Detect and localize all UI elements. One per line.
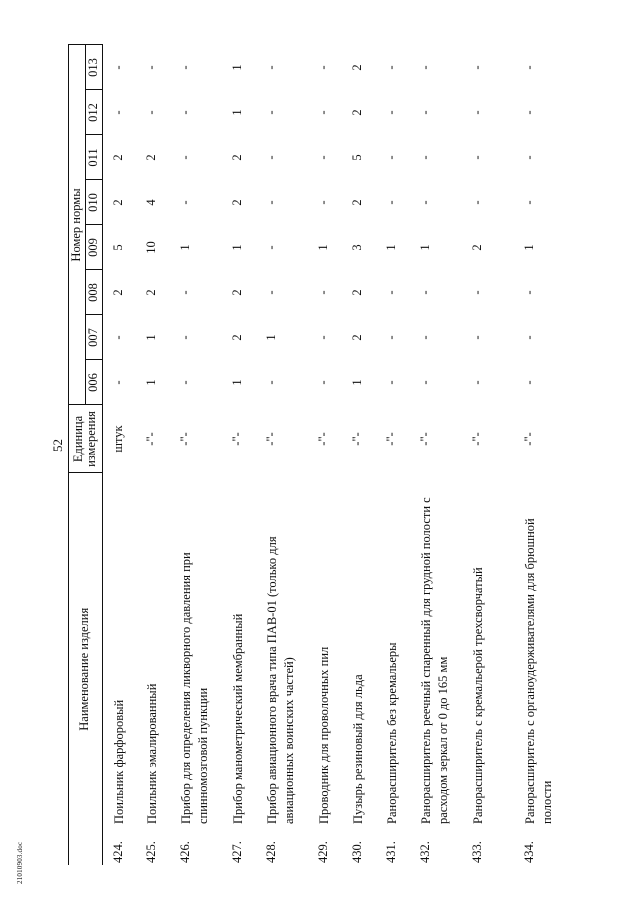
- norm-value: -: [522, 200, 536, 205]
- norm-value: 1: [144, 379, 158, 386]
- norm-value: -: [522, 380, 536, 385]
- norm-value: 1: [350, 379, 364, 386]
- norm-value: -: [316, 155, 330, 160]
- norm-value: -: [418, 65, 432, 70]
- norm-value: -: [264, 65, 278, 70]
- norm-value: -: [316, 65, 330, 70]
- product-name: Ранорасширитель без кремальеры: [385, 642, 399, 824]
- unit-of-measure: -"-: [418, 432, 432, 446]
- norm-value: -: [316, 290, 330, 295]
- norm-value: 2: [110, 199, 125, 206]
- unit-of-measure: -"-: [350, 432, 364, 446]
- header-unit: [69, 405, 103, 473]
- norm-value: 2: [110, 154, 125, 161]
- product-name: Ранорасширитель с органоудерживателями для брюшной полости: [523, 518, 554, 824]
- norm-value: -: [178, 155, 192, 160]
- header-norm: 013: [85, 45, 102, 90]
- norm-value: -: [264, 290, 278, 295]
- norm-value: 1: [384, 244, 398, 251]
- norm-value: 2: [350, 199, 364, 206]
- row-number: 434.: [522, 841, 536, 863]
- table-body: [102, 45, 566, 865]
- unit-of-measure: -"-: [522, 432, 536, 446]
- norm-value: 1: [418, 244, 432, 251]
- norm-value: 2: [350, 334, 364, 341]
- unit-of-measure: -"-: [316, 432, 330, 446]
- norm-value: -: [264, 380, 278, 385]
- norm-value: 2: [350, 64, 364, 71]
- product-name: Поильник фарфоровый: [111, 699, 126, 824]
- norm-value: 5: [350, 154, 364, 161]
- norms-table-container: [68, 45, 610, 865]
- norm-value: -: [418, 110, 432, 115]
- norm-value: -: [418, 380, 432, 385]
- product-name: Ранорасширитель с кремальерой трехсворчатый: [471, 567, 485, 824]
- product-name: Прибор манометрический мембранный: [231, 613, 245, 824]
- row-number: 425.: [144, 841, 158, 863]
- norm-value: -: [522, 110, 536, 115]
- row-number: 426.: [178, 841, 192, 863]
- table-row: [410, 45, 462, 865]
- header-unit-line1: Единица: [70, 415, 85, 463]
- norm-value: -: [178, 335, 192, 340]
- norm-value: 2: [230, 199, 244, 206]
- norm-value: -: [470, 380, 484, 385]
- norm-value: -: [384, 155, 398, 160]
- product-name: Пузырь резиновый для льда: [351, 674, 365, 824]
- header-norm: 011: [85, 135, 102, 180]
- norm-value: -: [264, 110, 278, 115]
- table-row: [170, 45, 222, 865]
- norm-value: -: [384, 380, 398, 385]
- table-row: [376, 45, 410, 865]
- norm-value: -: [316, 110, 330, 115]
- norm-value: 2: [144, 289, 158, 296]
- product-name: Прибор авиационного врача типа ПАВ-01 (только для авиационных воинских частей): [265, 536, 296, 824]
- norm-value: 5: [110, 244, 125, 251]
- norm-value: -: [178, 110, 192, 115]
- table-row: [308, 45, 342, 865]
- header-product-name: Наименование изделия: [69, 473, 103, 865]
- unit-of-measure: -"-: [144, 432, 158, 446]
- norm-value: -: [110, 335, 125, 340]
- norm-value: -: [264, 200, 278, 205]
- norm-value: -: [418, 155, 432, 160]
- norm-value: -: [316, 200, 330, 205]
- unit-of-measure: штук: [110, 425, 125, 453]
- norm-value: -: [418, 290, 432, 295]
- header-unit-line2: измерения: [84, 411, 99, 467]
- table-row: [514, 45, 566, 865]
- product-name: Проводник для проволочных пил: [317, 646, 331, 824]
- norm-value: -: [470, 110, 484, 115]
- table-row: [102, 45, 136, 865]
- header-norm-group: Номер нормы: [69, 45, 86, 405]
- norm-value: -: [470, 65, 484, 70]
- norm-value: 1: [230, 379, 244, 386]
- norm-value: 1: [178, 244, 192, 251]
- norm-value: 10: [144, 241, 158, 254]
- norm-value: -: [470, 155, 484, 160]
- unit-of-measure: -"-: [178, 432, 192, 446]
- norm-value: 1: [522, 244, 536, 251]
- norm-value: -: [178, 65, 192, 70]
- norm-value: -: [384, 290, 398, 295]
- norm-value: -: [384, 335, 398, 340]
- page-number: 52: [50, 439, 65, 452]
- unit-of-measure: -"-: [470, 432, 484, 446]
- norm-value: -: [110, 65, 125, 70]
- header-norm: 012: [85, 90, 102, 135]
- norm-value: -: [316, 335, 330, 340]
- norm-value: -: [110, 110, 125, 115]
- unit-of-measure: -"-: [230, 432, 244, 446]
- row-number: 432.: [418, 841, 432, 863]
- row-number: 433.: [470, 841, 484, 863]
- table-header: [69, 45, 103, 865]
- norm-value: 1: [144, 334, 158, 341]
- norm-value: 1: [264, 334, 278, 341]
- norm-value: -: [264, 245, 278, 250]
- product-name: Ранорасширитель реечный спаренный для грудной полости с расходом зеркал от 0 до 165 мм: [419, 497, 450, 824]
- norm-value: 3: [350, 244, 364, 251]
- norm-value: -: [384, 200, 398, 205]
- norm-value: 2: [144, 154, 158, 161]
- norm-value: 2: [110, 289, 125, 296]
- row-number: 430.: [350, 841, 364, 863]
- norm-value: 1: [316, 244, 330, 251]
- product-name: Прибор для определения ликворного давления при спинномозговой пункции: [179, 552, 210, 824]
- norm-value: -: [264, 155, 278, 160]
- norm-value: -: [316, 380, 330, 385]
- norm-value: 2: [350, 289, 364, 296]
- table-row: [342, 45, 376, 865]
- norm-value: -: [470, 290, 484, 295]
- header-norm: 009: [85, 225, 102, 270]
- norm-value: 1: [230, 109, 244, 116]
- norm-value: -: [418, 200, 432, 205]
- norm-value: 2: [230, 289, 244, 296]
- norm-value: 2: [350, 109, 364, 116]
- row-number: 427.: [230, 841, 244, 863]
- norm-value: -: [522, 335, 536, 340]
- norm-value: -: [522, 290, 536, 295]
- unit-of-measure: -"-: [384, 432, 398, 446]
- norm-value: -: [418, 335, 432, 340]
- header-norm: 008: [85, 270, 102, 315]
- norm-value: -: [384, 65, 398, 70]
- row-number: 428.: [264, 841, 278, 863]
- table-row: [256, 45, 308, 865]
- norm-value: -: [522, 65, 536, 70]
- norm-value: -: [178, 290, 192, 295]
- document-id: 21010903.doc: [16, 841, 24, 884]
- table-row: [462, 45, 514, 865]
- row-number: 429.: [316, 841, 330, 863]
- product-name: Поильник эмалированный: [145, 683, 159, 824]
- row-number: 431.: [384, 841, 398, 863]
- norm-value: -: [384, 110, 398, 115]
- norm-value: 2: [230, 334, 244, 341]
- table-row: [222, 45, 256, 865]
- norm-value: 1: [230, 64, 244, 71]
- header-norm: 010: [85, 180, 102, 225]
- norms-table: [68, 44, 566, 865]
- header-norm: 006: [85, 360, 102, 405]
- norm-value: -: [110, 380, 125, 385]
- table-row: [136, 45, 170, 865]
- norm-value: -: [470, 335, 484, 340]
- norm-value: -: [144, 65, 158, 70]
- row-number: 424.: [110, 841, 125, 863]
- norm-value: -: [470, 200, 484, 205]
- norm-value: -: [522, 155, 536, 160]
- norm-value: 2: [470, 244, 484, 251]
- norm-value: 1: [230, 244, 244, 251]
- norm-value: 2: [230, 154, 244, 161]
- norm-value: -: [144, 110, 158, 115]
- norm-value: -: [178, 200, 192, 205]
- header-norm: 007: [85, 315, 102, 360]
- norm-value: -: [178, 380, 192, 385]
- unit-of-measure: -"-: [264, 432, 278, 446]
- norm-value: 4: [144, 199, 158, 206]
